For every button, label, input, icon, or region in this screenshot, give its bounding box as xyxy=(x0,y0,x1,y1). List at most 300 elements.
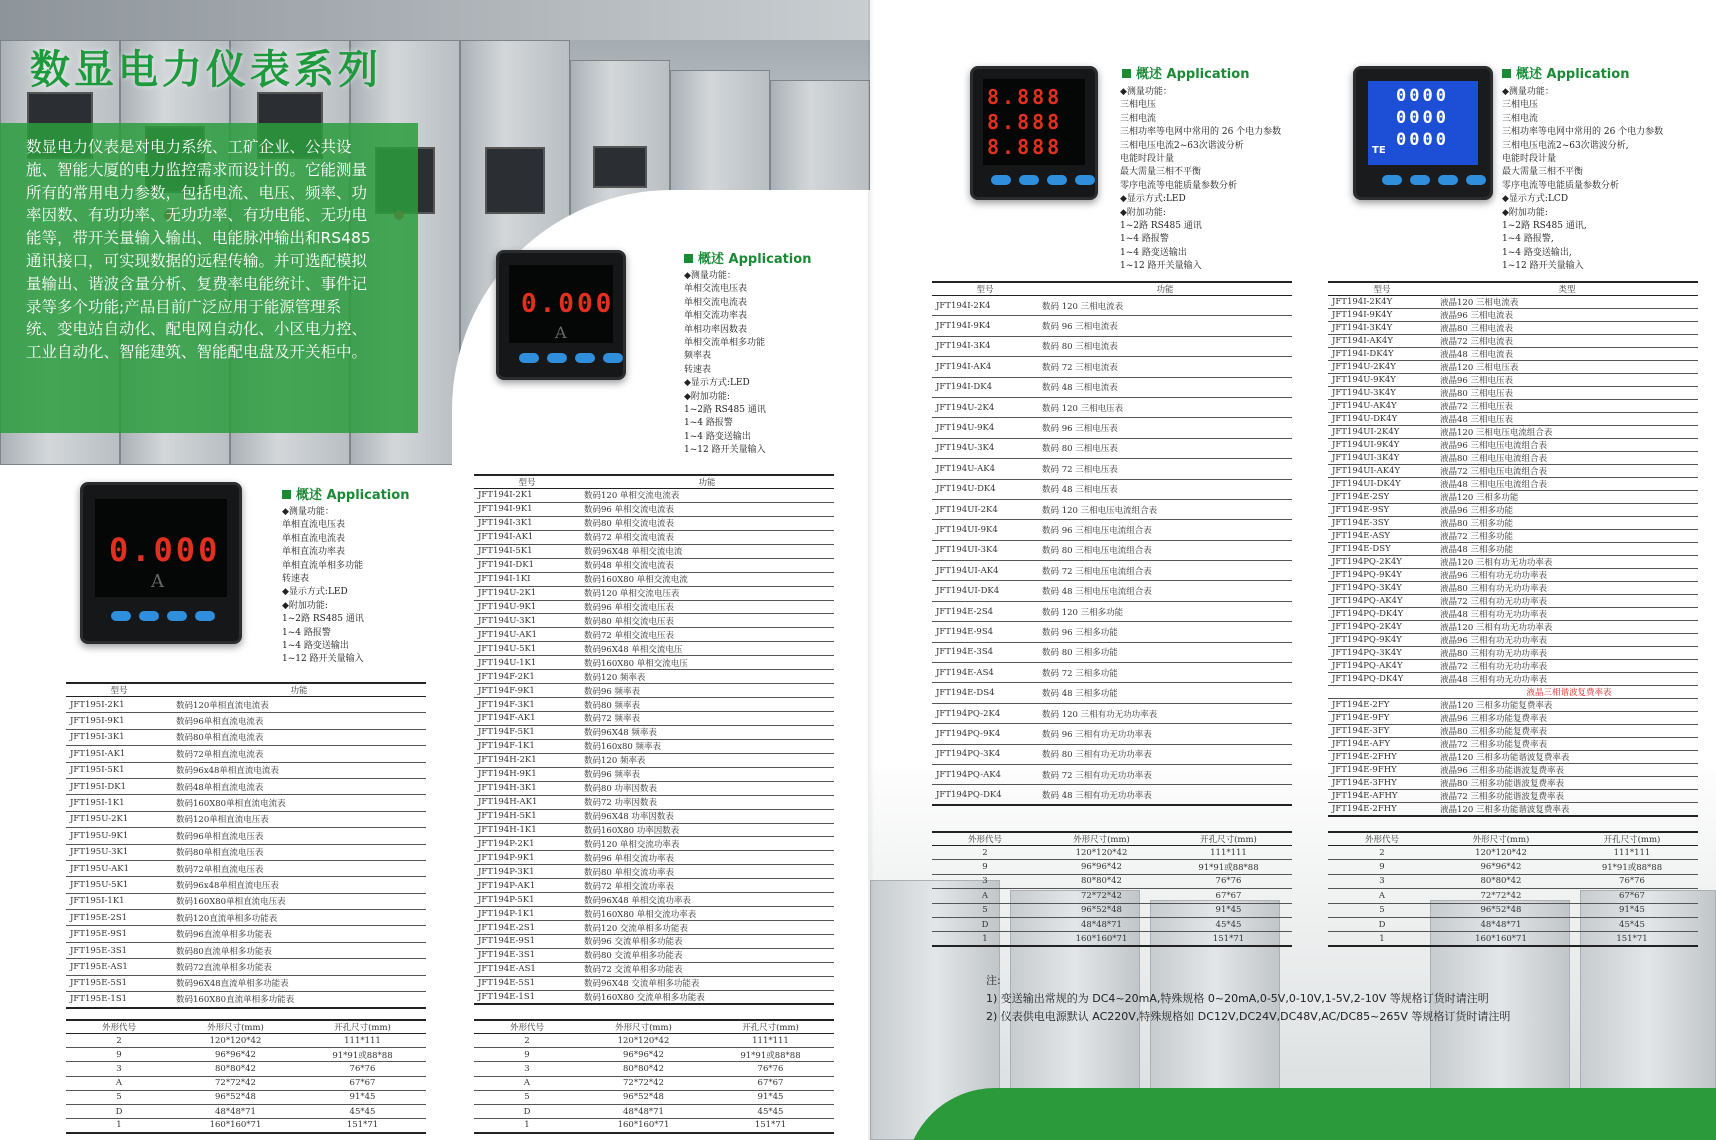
table-cell: JFT194H-5K1 xyxy=(474,809,580,823)
table-row xyxy=(66,910,426,926)
table-row xyxy=(932,540,1292,560)
table-row xyxy=(932,601,1292,621)
spec-item: 1~4 路报警 xyxy=(282,627,331,638)
table-row xyxy=(66,992,426,1008)
table-cell: 2 xyxy=(66,1034,172,1048)
table-row xyxy=(932,397,1292,417)
notes-title: 注: xyxy=(986,974,1001,987)
table-cell: 9 xyxy=(474,1048,580,1062)
table-cell: 数码160X80 功率因数表 xyxy=(580,823,834,837)
table-cell: JFT194PQ-2K4Y xyxy=(1328,556,1436,569)
table-cell: JFT195I-AK1 xyxy=(66,746,172,762)
table-cell: 数码 72 三相电压表 xyxy=(1038,459,1292,479)
table-cell: 67*67 xyxy=(1165,889,1292,903)
spec-item: ◆附加功能: xyxy=(684,391,730,402)
table-cell: 液晶120 三相多功能复费率表 xyxy=(1436,699,1698,712)
table-cell: 液晶96 三相多功能复费率表 xyxy=(1436,712,1698,725)
spec-item: 1~4 路变送输出 xyxy=(282,641,349,652)
spec-item: ◆测量功能： xyxy=(1502,87,1554,97)
table-cell: 9 xyxy=(1328,860,1436,874)
table-cell: JFT194I-2K1 xyxy=(474,489,580,503)
table-cell: 76*76 xyxy=(1566,874,1698,888)
table-row xyxy=(932,724,1292,744)
table-cell: JFT194I-DK4Y xyxy=(1328,348,1436,361)
table-row xyxy=(932,874,1292,888)
table-cell: JFT195U-9K1 xyxy=(66,828,172,844)
table-cell: 80*80*42 xyxy=(172,1062,299,1076)
dc-section-heading: 概述 Application xyxy=(282,484,409,503)
table-row xyxy=(66,795,426,811)
table-cell: 液晶80 三相多功能复费率表 xyxy=(1436,725,1698,738)
table-row xyxy=(1328,738,1698,751)
table-cell: 1 xyxy=(66,1119,172,1133)
table-row xyxy=(1328,335,1698,348)
table-cell: 液晶72 三相有功无功功率表 xyxy=(1436,595,1698,608)
table-row xyxy=(474,586,834,600)
table-cell: 5 xyxy=(66,1090,172,1104)
table-cell: 数码120单相直流电压表 xyxy=(172,811,426,827)
product-description: 数显电力仪表是对电力系统、工矿企业、公共设施、智能大厦的电力监控需求而设计的。它能测量所有的常用电力参数，包括电流、电压、频率、功率因数、有功功率、无功功率、有功电能、无功电能等，带开关量输入输出、电能脉冲输出和RS485通讯接口，可实现数据的远程传输。并可选配模拟量输出、谐波含量分析、复费率电能统计、事件记录等多个功能;产品目前广泛应用于能源管理系统、变电站自动化、配电网自动化、小区电力控、工业自动化、智能建筑、智能配电盘及开关柜中。 xyxy=(26,138,371,362)
lcd-model-table xyxy=(1328,281,1698,817)
spec-item: 三相功率等电网中常用的 26 个电力参数 xyxy=(1502,127,1664,138)
table-row xyxy=(474,614,834,628)
size-table xyxy=(1328,831,1698,947)
table-cell: 数码80直流单相多功能表 xyxy=(172,942,426,958)
spec-item: ◆附加功能: xyxy=(1502,207,1548,218)
table-cell: JFT194UI-2K4 xyxy=(932,499,1038,519)
table-cell: JFT194H-1K1 xyxy=(474,823,580,837)
meter-buttons xyxy=(111,611,215,621)
table-row xyxy=(66,811,426,827)
table-cell: 3 xyxy=(474,1062,580,1076)
table-cell: 数码96 单相交流电压表 xyxy=(580,600,834,614)
table-cell: 液晶80 三相电压电流组合表 xyxy=(1436,452,1698,465)
table-cell: 液晶96 三相多功能 xyxy=(1436,504,1698,517)
col-header: 外形尺寸(mm) xyxy=(1436,832,1566,846)
table-cell: 数码96直流单相多功能表 xyxy=(172,926,426,942)
table-row xyxy=(474,1076,834,1090)
table-row xyxy=(1328,543,1698,556)
table-row xyxy=(1328,595,1698,608)
table-cell: 9 xyxy=(932,860,1038,874)
table-cell: D xyxy=(474,1104,580,1118)
table-row xyxy=(932,703,1292,723)
table-cell: 液晶48 三相电压电流组合表 xyxy=(1436,478,1698,491)
table-row xyxy=(66,729,426,745)
table-cell: 液晶80 三相多功能谐波复费率表 xyxy=(1436,777,1698,790)
table-row xyxy=(1328,608,1698,621)
table-cell: 111*111 xyxy=(1566,846,1698,860)
table-cell: 120*120*42 xyxy=(172,1034,299,1048)
table-cell: 111*111 xyxy=(299,1034,426,1048)
table-cell: 151*71 xyxy=(1566,932,1698,946)
table-cell: JFT195E-5S1 xyxy=(66,975,172,991)
table-cell: 数码80 功率因数表 xyxy=(580,781,834,795)
table-cell: 45*45 xyxy=(707,1104,834,1118)
table-cell: 数码80 单相交流电流表 xyxy=(580,516,834,530)
table-cell: 数码 48 三相电压表 xyxy=(1038,479,1292,499)
table-row xyxy=(932,377,1292,397)
table-cell: 液晶72 三相电流表 xyxy=(1436,335,1698,348)
table-cell: JFT194I-5K1 xyxy=(474,544,580,558)
table-cell: JFT194PQ-AK4Y xyxy=(1328,660,1436,673)
table-cell: 液晶96 三相有功无功功率表 xyxy=(1436,569,1698,582)
meter-buttons xyxy=(1382,175,1486,185)
table-cell: JFT194PQ-9K4 xyxy=(932,724,1038,744)
spec-item: 单相直流单相多功能 xyxy=(282,560,364,571)
table-row xyxy=(66,844,426,860)
table-cell: 液晶48 三相多功能 xyxy=(1436,543,1698,556)
table-cell: JFT195I-9K1 xyxy=(66,713,172,729)
table-cell: JFT194I-AK4Y xyxy=(1328,335,1436,348)
table-cell: JFT195I-3K1 xyxy=(66,729,172,745)
table-row xyxy=(932,581,1292,601)
table-cell: 120*120*42 xyxy=(1038,846,1165,860)
table-row xyxy=(932,296,1292,316)
table-cell: JFT194E-9FHY xyxy=(1328,764,1436,777)
meter-display: 0.000 xyxy=(521,289,615,319)
table-cell: 数码120 频率表 xyxy=(580,670,834,684)
spec-item: ◆显示方式:LED xyxy=(1120,194,1186,205)
table-row xyxy=(1328,569,1698,582)
table-row xyxy=(66,893,426,909)
table-cell: JFT194PQ-AK4Y xyxy=(1328,595,1436,608)
table-cell: 67*67 xyxy=(299,1076,426,1090)
table-cell: 91*91或88*88 xyxy=(707,1048,834,1062)
table-cell: JFT194U-DK4 xyxy=(932,479,1038,499)
table-cell: 数码 80 三相多功能 xyxy=(1038,642,1292,662)
table-row xyxy=(474,809,834,823)
table-cell: 48*48*71 xyxy=(172,1104,299,1118)
table-cell: 液晶48 三相有功无功功率表 xyxy=(1436,673,1698,686)
table-cell: 数码 72 三相电流表 xyxy=(1038,357,1292,377)
table-cell: 液晶72 三相电压电流组合表 xyxy=(1436,465,1698,478)
table-cell: 数码 48 三相电压电流组合表 xyxy=(1038,581,1292,601)
table-cell: 45*45 xyxy=(1165,917,1292,931)
table-row xyxy=(474,600,834,614)
table-cell: 数码160X80 单相交流功率表 xyxy=(580,907,834,921)
spec-item: 三相电压电流2~63次谐波分析, xyxy=(1502,140,1629,151)
table-cell: 数码96 单相交流电流表 xyxy=(580,502,834,516)
table-cell: 数码160X80直流单相多功能表 xyxy=(172,992,426,1008)
col-header: 外形代号 xyxy=(474,1020,580,1034)
table-cell: JFT194P-9K1 xyxy=(474,851,580,865)
table-row xyxy=(66,828,426,844)
table-cell: 数码96X48直流单相多功能表 xyxy=(172,975,426,991)
spec-item: ◆测量功能： xyxy=(684,271,736,281)
table-row xyxy=(474,823,834,837)
ac-model-table xyxy=(474,474,834,1005)
table-cell: A xyxy=(66,1076,172,1090)
table-cell: 数码96X48 单相交流功率表 xyxy=(580,893,834,907)
table-row xyxy=(1328,889,1698,903)
lcd-spec-list xyxy=(1502,86,1663,274)
table-cell: JFT194E-AS1 xyxy=(474,962,580,976)
table-cell: JFT194E-AFY xyxy=(1328,738,1436,751)
footer-green-band xyxy=(905,1088,1716,1140)
table-cell: JFT195E-3S1 xyxy=(66,942,172,958)
table-cell: JFT194U-DK4Y xyxy=(1328,413,1436,426)
table-cell: 数码 120 三相电压电流组合表 xyxy=(1038,499,1292,519)
table-cell: 9 xyxy=(66,1048,172,1062)
table-cell: JFT194E-3S1 xyxy=(474,948,580,962)
table-cell: 96*96*42 xyxy=(172,1048,299,1062)
table-row xyxy=(66,1062,426,1076)
table-cell: 67*67 xyxy=(1566,889,1698,903)
col-header: 外形代号 xyxy=(1328,832,1436,846)
spec-item: 单相直流功率表 xyxy=(282,547,346,558)
table-cell: JFT194UI-DK4 xyxy=(932,581,1038,601)
spec-item: 1~2路 RS485 通讯 xyxy=(282,614,364,625)
spec-item: 1~12 路开关量输入 xyxy=(684,445,766,456)
table-row xyxy=(474,502,834,516)
table-row xyxy=(66,975,426,991)
table-row xyxy=(932,663,1292,683)
table-cell: 液晶96 三相电压电流组合表 xyxy=(1436,439,1698,452)
table-cell: JFT194I-2K4Y xyxy=(1328,296,1436,309)
spec-item: 电能时段计量 xyxy=(1502,154,1557,165)
table-cell: JFT195I-1K1 xyxy=(66,893,172,909)
table-cell: 数码96单相直流电流表 xyxy=(172,713,426,729)
table-cell: JFT194P-1K1 xyxy=(474,907,580,921)
col-header: 外形尺寸(mm) xyxy=(1038,832,1165,846)
table-cell: JFT195E-AS1 xyxy=(66,959,172,975)
table-cell: 67*67 xyxy=(707,1076,834,1090)
table-cell: 数码 96 三相多功能 xyxy=(1038,622,1292,642)
table-cell: 液晶72 三相多功能谐波复费率表 xyxy=(1436,790,1698,803)
spec-item: 三相电流 xyxy=(1502,113,1539,124)
table-cell: JFT194PQ-2K4 xyxy=(932,703,1038,723)
table-cell: JFT194UI-3K4Y xyxy=(1328,452,1436,465)
spec-item: 1~2路 RS485 通讯 xyxy=(1120,221,1202,232)
meter-display-line: 8.888 xyxy=(987,135,1063,159)
meter-unit: A xyxy=(555,323,567,342)
table-row xyxy=(474,1119,834,1133)
table-cell: 数码72直流单相多功能表 xyxy=(172,959,426,975)
table-row xyxy=(932,622,1292,642)
table-row xyxy=(932,336,1292,356)
table-cell: A xyxy=(474,1076,580,1090)
table-cell: JFT194U-9K1 xyxy=(474,600,580,614)
table-cell: 3 xyxy=(932,874,1038,888)
spec-item: 三相电压 xyxy=(1120,100,1157,111)
table-cell: JFT194E-DS4 xyxy=(932,683,1038,703)
spec-item: 转速表 xyxy=(282,574,310,585)
table-cell: JFT195U-3K1 xyxy=(66,844,172,860)
meter-display: 0.000 xyxy=(109,531,221,569)
table-cell: JFT194H-9K1 xyxy=(474,767,580,781)
table-cell: 151*71 xyxy=(707,1119,834,1133)
table-cell: JFT194PQ-9K4Y xyxy=(1328,569,1436,582)
table-cell: JFT194U-1K1 xyxy=(474,656,580,670)
spec-item: 1~12 路开关量输入 xyxy=(1502,261,1584,272)
spec-item: ◆测量功能： xyxy=(282,507,334,517)
col-header: 型号 xyxy=(474,475,580,489)
col-header: 型号 xyxy=(932,282,1038,296)
table-cell: JFT194I-9K1 xyxy=(474,502,580,516)
table-cell: 数码80单相直流电流表 xyxy=(172,729,426,745)
table-cell: JFT195U-5K1 xyxy=(66,877,172,893)
table-cell: 48*48*71 xyxy=(1038,917,1165,931)
table-cell: 数码96x48单相直流电流表 xyxy=(172,762,426,778)
table-cell: JFT194U-2K1 xyxy=(474,586,580,600)
table-cell: 48*48*71 xyxy=(580,1104,707,1118)
table-row xyxy=(66,942,426,958)
table-row xyxy=(474,544,834,558)
col-header: 开孔尺寸(mm) xyxy=(707,1020,834,1034)
table-row xyxy=(474,851,834,865)
table-cell: D xyxy=(932,917,1038,931)
col-header: 型号 xyxy=(1328,282,1436,296)
table-row xyxy=(1328,803,1698,817)
table-cell: 72*72*42 xyxy=(172,1076,299,1090)
table-cell: JFT195I-5K1 xyxy=(66,762,172,778)
table-row xyxy=(474,948,834,962)
table-cell: JFT194PQ-DK4Y xyxy=(1328,608,1436,621)
table-cell: 数码72单相直流电流表 xyxy=(172,746,426,762)
table-cell: JFT194E-9S1 xyxy=(474,935,580,949)
spec-item: 1~4 路报警, xyxy=(1502,234,1554,245)
table-cell: 45*45 xyxy=(299,1104,426,1118)
table-row xyxy=(932,357,1292,377)
table-row xyxy=(66,860,426,876)
table-cell: 91*45 xyxy=(1566,903,1698,917)
table-cell: JFT194UI-AK4Y xyxy=(1328,465,1436,478)
spec-item: 三相功率等电网中常用的 26 个电力参数 xyxy=(1120,127,1282,138)
table-cell: 数码96 频率表 xyxy=(580,684,834,698)
table-row xyxy=(932,520,1292,540)
table-cell: 数码 120 三相电流表 xyxy=(1038,296,1292,316)
table-row xyxy=(1328,860,1698,874)
table-cell: 数码 48 三相多功能 xyxy=(1038,683,1292,703)
table-cell: JFT194I-3K1 xyxy=(474,516,580,530)
table-cell: 120*120*42 xyxy=(1436,846,1566,860)
size-table xyxy=(474,1019,834,1134)
table-cell: 80*80*42 xyxy=(580,1062,707,1076)
spec-item: 单相交流电流表 xyxy=(684,297,748,308)
table-cell: 液晶80 三相有功无功功率表 xyxy=(1436,582,1698,595)
table-row xyxy=(1328,426,1698,439)
table-cell: JFT194I-DK4 xyxy=(932,377,1038,397)
table-cell: 91*91或88*88 xyxy=(1566,860,1698,874)
led-meter-image xyxy=(970,66,1098,200)
table-row xyxy=(1328,751,1698,764)
table-cell: 液晶96 三相电流表 xyxy=(1436,309,1698,322)
table-cell: JFT194H-AK1 xyxy=(474,795,580,809)
table-row xyxy=(1328,790,1698,803)
table-row xyxy=(1328,777,1698,790)
table-cell: JFT194U-AK4 xyxy=(932,459,1038,479)
table-cell: JFT194U-3K1 xyxy=(474,614,580,628)
table-row xyxy=(932,683,1292,703)
table-cell: 3 xyxy=(66,1062,172,1076)
table-row xyxy=(1328,309,1698,322)
table-cell: JFT194PQ-3K4Y xyxy=(1328,582,1436,595)
lcd-meter-image xyxy=(1353,66,1493,200)
table-cell: JFT194PQ-3K4Y xyxy=(1328,647,1436,660)
table-cell: JFT194UI-2K4Y xyxy=(1328,426,1436,439)
table-row xyxy=(1328,660,1698,673)
table-row xyxy=(474,753,834,767)
table-row xyxy=(474,865,834,879)
ac-section-heading: 概述 Application xyxy=(684,248,811,267)
table-cell: 96*96*42 xyxy=(580,1048,707,1062)
meter-display-line: 0000 xyxy=(1396,130,1449,150)
table-row xyxy=(66,697,426,713)
spec-item: 三相电压 xyxy=(1502,100,1539,111)
table-cell: 76*76 xyxy=(299,1062,426,1076)
col-header: 功能 xyxy=(580,475,834,489)
table-cell: 数码 96 三相电流表 xyxy=(1038,316,1292,336)
spec-item: 1~4 路变送输出 xyxy=(684,431,751,442)
table-cell: JFT194U-2K4 xyxy=(932,397,1038,417)
table-cell: 液晶96 三相多功能谐波复费率表 xyxy=(1436,764,1698,777)
meter-buttons xyxy=(519,353,623,363)
table-row xyxy=(932,459,1292,479)
table-row xyxy=(474,962,834,976)
table-cell: 80*80*42 xyxy=(1038,874,1165,888)
col-header: 类型 xyxy=(1436,282,1698,296)
table-cell: 数码72 频率表 xyxy=(580,712,834,726)
meter-display-line: 0000 xyxy=(1396,108,1449,128)
table-row xyxy=(474,572,834,586)
spec-item: 1~2路 RS485 通讯, xyxy=(1502,221,1587,232)
table-cell: 数码 96 三相电压表 xyxy=(1038,418,1292,438)
table-cell: 1 xyxy=(1328,932,1436,946)
table-row xyxy=(932,889,1292,903)
table-cell: 111*111 xyxy=(707,1034,834,1048)
table-row xyxy=(474,698,834,712)
table-cell: 液晶80 三相电压表 xyxy=(1436,387,1698,400)
table-cell: JFT194P-3K1 xyxy=(474,865,580,879)
table-row xyxy=(1328,764,1698,777)
table-cell: 数码120 单相交流功率表 xyxy=(580,837,834,851)
meter-buttons xyxy=(991,175,1095,185)
table-cell: JFT194E-AFHY xyxy=(1328,790,1436,803)
size-table xyxy=(66,1019,426,1134)
table-cell: 96*96*42 xyxy=(1436,860,1566,874)
table-row xyxy=(1328,530,1698,543)
table-cell: 5 xyxy=(1328,903,1436,917)
table-cell: 数码 96 三相有功无功功率表 xyxy=(1038,724,1292,744)
spec-item: 单相直流电流表 xyxy=(282,533,346,544)
table-row xyxy=(1328,400,1698,413)
table-row xyxy=(1328,846,1698,860)
table-row xyxy=(1328,374,1698,387)
spec-item: 零序电流等电能质量参数分析 xyxy=(1502,180,1620,191)
table-cell: 1 xyxy=(474,1119,580,1133)
spec-item: 1~2路 RS485 通讯 xyxy=(684,405,766,416)
spec-item: ◆显示方式:LED xyxy=(684,378,750,389)
table-row xyxy=(474,921,834,935)
table-row xyxy=(474,1104,834,1118)
table-cell: 数码80 交流单相多功能表 xyxy=(580,948,834,962)
table-cell: 数码80单相直流电压表 xyxy=(172,844,426,860)
table-cell: 数码96 交流单相多功能表 xyxy=(580,935,834,949)
table-row xyxy=(474,628,834,642)
table-row xyxy=(932,764,1292,784)
table-row xyxy=(932,499,1292,519)
table-cell: 76*76 xyxy=(707,1062,834,1076)
table-cell: JFT194U-9K4Y xyxy=(1328,374,1436,387)
note-item: 2) 仪表供电电源默认 AC220V,特殊规格如 DC12V,DC24V,DC48V,AC/DC85~265V 等规格订货时请注明 xyxy=(986,1010,1511,1023)
table-row xyxy=(66,1090,426,1104)
col-header: 外形尺寸(mm) xyxy=(580,1020,707,1034)
col-header: 开孔尺寸(mm) xyxy=(1566,832,1698,846)
table-cell: 76*76 xyxy=(1165,874,1292,888)
table-cell: JFT194PQ-DK4Y xyxy=(1328,673,1436,686)
table-cell: 液晶120 三相电压表 xyxy=(1436,361,1698,374)
